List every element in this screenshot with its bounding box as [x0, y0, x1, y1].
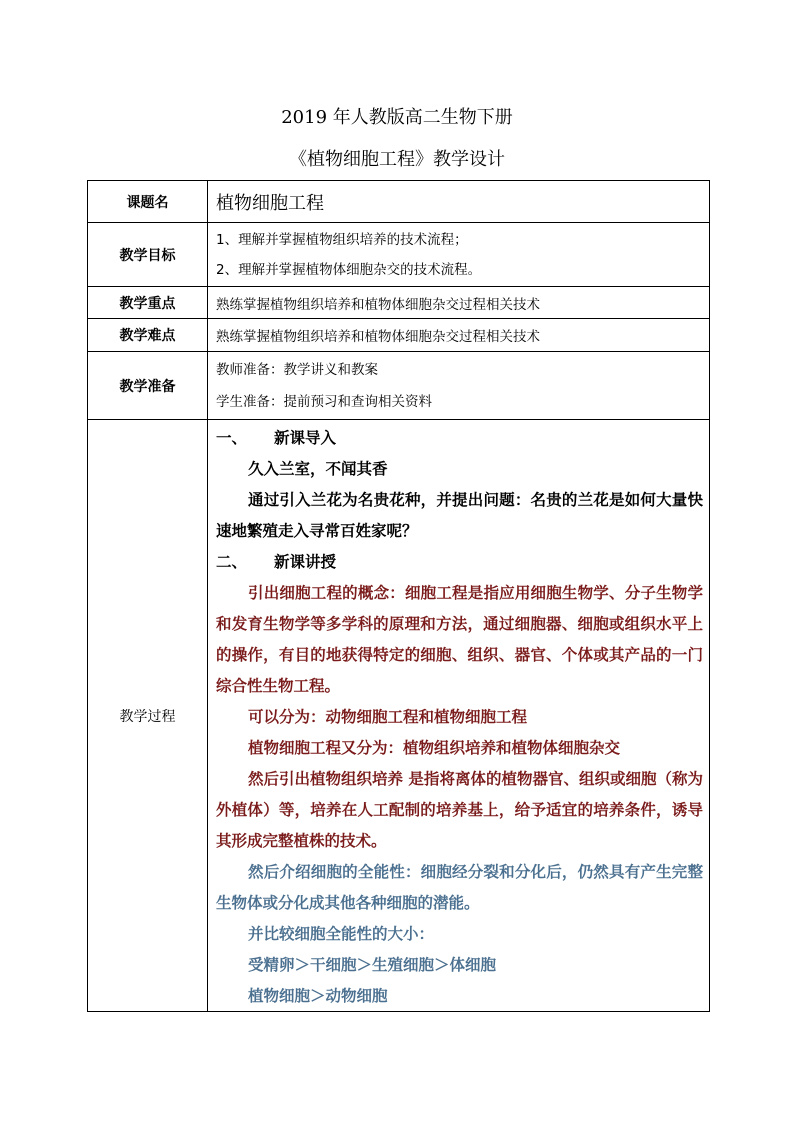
- key-points-value: 熟练掌握植物组织培养和植物体细胞杂交过程相关技术: [216, 296, 540, 313]
- table-row-goals: [88, 223, 710, 287]
- tissue-culture-definition: 然后引出植物组织培养 是指将离体的植物器官、组织或细胞（称为外植体）等，培养在人工配制的培养基上，给予适宜的培养条件，诱导其形成完整植株的技术。: [216, 769, 703, 850]
- preparation-label: 教学准备: [88, 352, 208, 420]
- key-points-label: 教学重点: [88, 287, 208, 319]
- intro-question: 通过引入兰花为名贵花种，并提出问题：名贵的兰花是如何大量快速地繁殖走入寻常百姓家呢？: [216, 490, 703, 540]
- process-content: [208, 420, 710, 1012]
- table-row-process: [88, 420, 710, 1012]
- topic-value: 植物细胞工程: [216, 192, 324, 214]
- document-title-line2: 《植物细胞工程》教学设计: [289, 149, 505, 170]
- cell-engineering-division: 可以分为：动物细胞工程和植物细胞工程: [248, 707, 528, 726]
- compare-line-2: 植物细胞＞动物细胞: [248, 986, 388, 1005]
- teacher-preparation: 教师准备：教学讲义和教案: [216, 361, 378, 378]
- process-label: 教学过程: [88, 420, 208, 1012]
- goals-label: 教学目标: [88, 223, 208, 287]
- table-row-preparation: [88, 352, 710, 420]
- section1-heading: 一、 新课导入: [216, 428, 336, 447]
- goal-item-1: 1、理解并掌握植物组织培养的技术流程；: [216, 231, 468, 248]
- intro-line: 久入兰室，不闻其香: [248, 459, 388, 478]
- topic-label: 课题名: [88, 181, 208, 223]
- table-row-topic: [88, 181, 710, 223]
- plant-cell-engineering-division: 植物细胞工程又分为：植物组织培养和植物体细胞杂交: [248, 738, 621, 757]
- goal-item-2: 2、理解并掌握植物体细胞杂交的技术流程。: [216, 261, 482, 278]
- table-row-difficulties: [88, 319, 710, 352]
- table-row-key-points: [88, 287, 710, 319]
- student-preparation: 学生准备：提前预习和查询相关资料: [216, 393, 432, 410]
- compare-line-1: 受精卵＞干细胞＞生殖细胞＞体细胞: [248, 955, 497, 974]
- totipotency-definition: 然后介绍细胞的全能性：细胞经分裂和分化后，仍然具有产生完整生物体或分化成其他各种细胞的潜能。: [216, 862, 703, 912]
- difficulties-value: 熟练掌握植物组织培养和植物体细胞杂交过程相关技术: [216, 329, 540, 345]
- cell-engineering-concept: 引出细胞工程的概念：细胞工程是指应用细胞生物学、分子生物学和发育生物学等多学科的原理和方法，通过细胞器、细胞或组织水平上的操作，有目的地获得特定的细胞、组织、器官、个体或其产品的一门综合性生物工程。: [216, 583, 703, 695]
- document-title-line1: 2019 年人教版高二生物下册: [281, 107, 513, 128]
- difficulties-label: 教学难点: [88, 319, 208, 352]
- section2-heading: 二、 新课讲授: [216, 552, 336, 571]
- lesson-plan-table: [87, 180, 710, 1012]
- compare-intro: 并比较细胞全能性的大小：: [248, 924, 435, 943]
